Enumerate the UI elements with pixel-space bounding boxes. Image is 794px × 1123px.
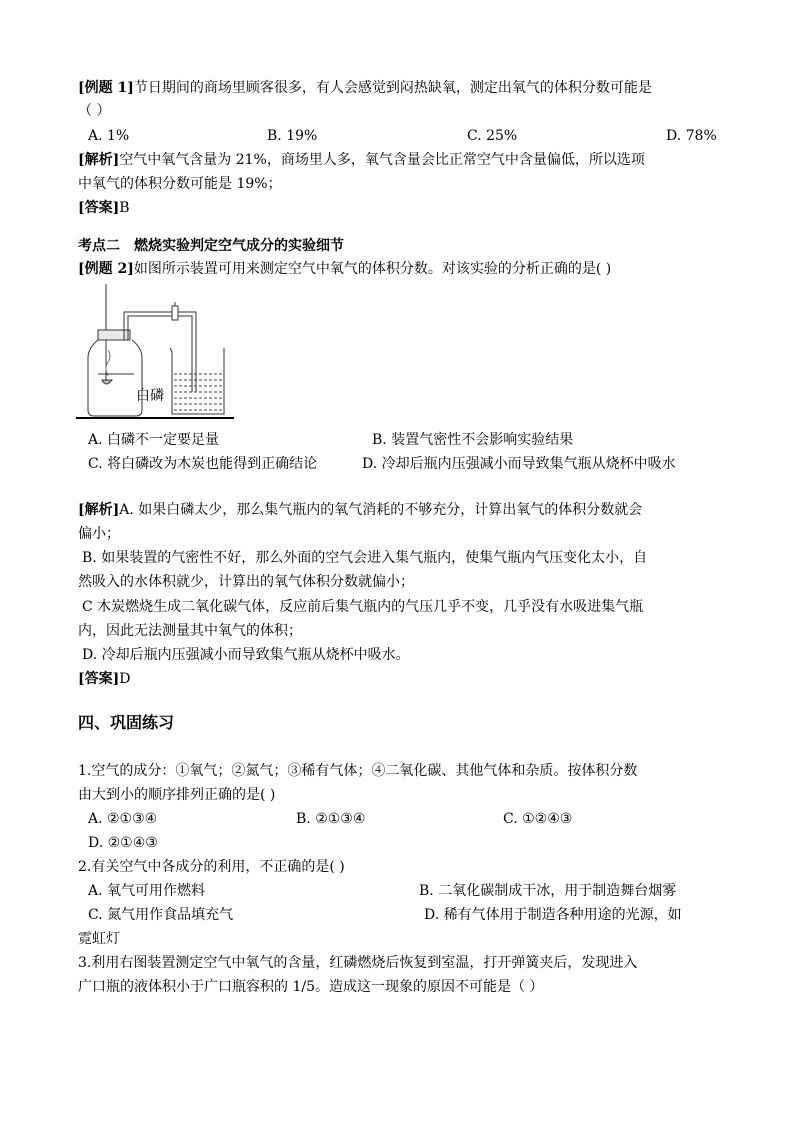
ex1-analysis-label: [解析] — [78, 152, 120, 168]
ex1-stem-line1 — [78, 78, 652, 98]
ex2-option-b: B. 装置气密性不会影响实验结果 — [372, 432, 574, 448]
q1-stem-line1: 1.空气的成分：①氧气；②氮气；③稀有气体；④二氧化碳、其他气体和杂质。按体积分数 — [78, 763, 638, 779]
ex1-option-c: C. 25% — [467, 128, 518, 144]
ex1-stem-line2: （ ） — [78, 103, 111, 119]
ex1-label: [例题 1] — [78, 80, 134, 96]
q2-option-b: B. 二氧化碳制成干冰，用于制造舞台烟雾 — [419, 883, 677, 899]
keypoint2-title: 考点二 燃烧实验判定空气成分的实验细节 — [78, 238, 344, 254]
combustion-spoon — [102, 380, 112, 384]
beaker-water — [174, 374, 222, 410]
ex1-option-a: A. 1% — [88, 128, 130, 144]
q3-stem-line2: 广口瓶的液体积小于广口瓶容积的 1/5。造成这一现象的原因不可能是（ ） — [78, 979, 544, 995]
ex1-analysis-text: 空气中氧气含量为 21%，商场里人多，氧气含量会比正常空气中含量偏低，所以选项 — [119, 152, 645, 168]
q1-stem-line2: 由大到小的顺序排列正确的是( ) — [78, 787, 276, 803]
q3-stem-line1: 3.利用右图装置测定空气中氧气的含量，红磷燃烧后恢复到室温，打开弹簧夹后，发现进入 — [78, 955, 638, 971]
ex1-answer-value: B — [119, 200, 130, 216]
apparatus-figure — [74, 282, 244, 422]
ex2-analysis-b2: 然吸入的水体积就少，计算出的氧气体积分数就偏小； — [78, 574, 414, 590]
ex2-analysis-a2: 偏小； — [78, 526, 120, 542]
q1-option-a: A. ②①③④ — [88, 811, 158, 827]
bottle-stopper — [98, 330, 130, 340]
ex2-answer — [78, 669, 130, 689]
ex2-stem-text: 如图所示装置可用来测定空气中氧气的体积分数。对该实验的分析正确的是( ) — [133, 261, 612, 277]
ex2-answer-value: D — [119, 671, 131, 687]
ex2-stem — [78, 259, 611, 279]
ex2-analysis-c2: 内，因此无法测量其中氧气的体积； — [78, 623, 302, 639]
ex1-answer-label: [答案] — [78, 200, 120, 216]
q2-option-d-line2: 霓虹灯 — [78, 931, 120, 947]
ex2-answer-label: [答案] — [78, 671, 120, 687]
q1-option-d: D. ②①④③ — [88, 835, 158, 851]
q2-option-a: A. 氧气可用作燃料 — [88, 883, 206, 899]
ex2-option-a: A. 白磷不一定要足量 — [88, 432, 220, 448]
ex1-option-d: D. 78% — [666, 128, 717, 144]
white-phosphorus-label: 白磷 — [136, 388, 164, 404]
ex2-analysis-label: [解析] — [78, 502, 120, 518]
ex2-analysis-c1: C 木炭燃烧生成二氧化碳气体，反应前后集气瓶内的气压几乎不变，几乎没有水吸进集气瓶 — [82, 599, 644, 615]
ex2-analysis-b1: B. 如果装置的气密性不好，那么外面的空气会进入集气瓶内，使集气瓶内气压变化太小，自 — [82, 550, 648, 566]
ex1-stem-text: 节日期间的商场里顾客很多，有人会感觉到闷热缺氧，测定出氧气的体积分数可能是 — [133, 80, 652, 96]
ex1-analysis-line2: 中氧气的体积分数可能是 19%； — [78, 176, 282, 192]
flame-smoke — [106, 350, 110, 376]
ex1-option-b: B. 19% — [267, 128, 318, 144]
ex1-analysis-line1 — [78, 150, 645, 170]
ex2-option-c: C. 将白磷改为木炭也能得到正确结论 — [88, 456, 318, 472]
ex2-analysis-a1-text: A. 如果白磷太少，那么集气瓶内的氧气消耗的不够充分，计算出氧气的体积分数就会 — [119, 502, 643, 518]
connecting-tube-inner — [128, 316, 192, 392]
ex2-analysis-d: D. 冷却后瓶内压强减小而导致集气瓶从烧杯中吸水。 — [82, 647, 410, 663]
ex2-analysis-a1 — [78, 500, 642, 520]
q1-option-b: B. ②①③④ — [296, 811, 366, 827]
spring-clamp — [172, 306, 178, 320]
gas-bottle — [88, 340, 142, 416]
ex1-answer — [78, 198, 130, 218]
ex2-label: [例题 2] — [78, 261, 134, 277]
q2-option-d-line1: D. 稀有气体用于制造各种用途的光源，如 — [424, 907, 682, 923]
ex2-option-d: D. 冷却后瓶内压强减小而导致集气瓶从烧杯中吸水 — [362, 456, 676, 472]
q2-option-c: C. 氮气用作食品填充气 — [88, 907, 234, 923]
section4-title: 四、巩固练习 — [78, 713, 175, 732]
q2-stem: 2.有关空气中各成分的利用，不正确的是( ) — [78, 859, 345, 875]
q1-option-c: C. ①②④③ — [503, 811, 573, 827]
